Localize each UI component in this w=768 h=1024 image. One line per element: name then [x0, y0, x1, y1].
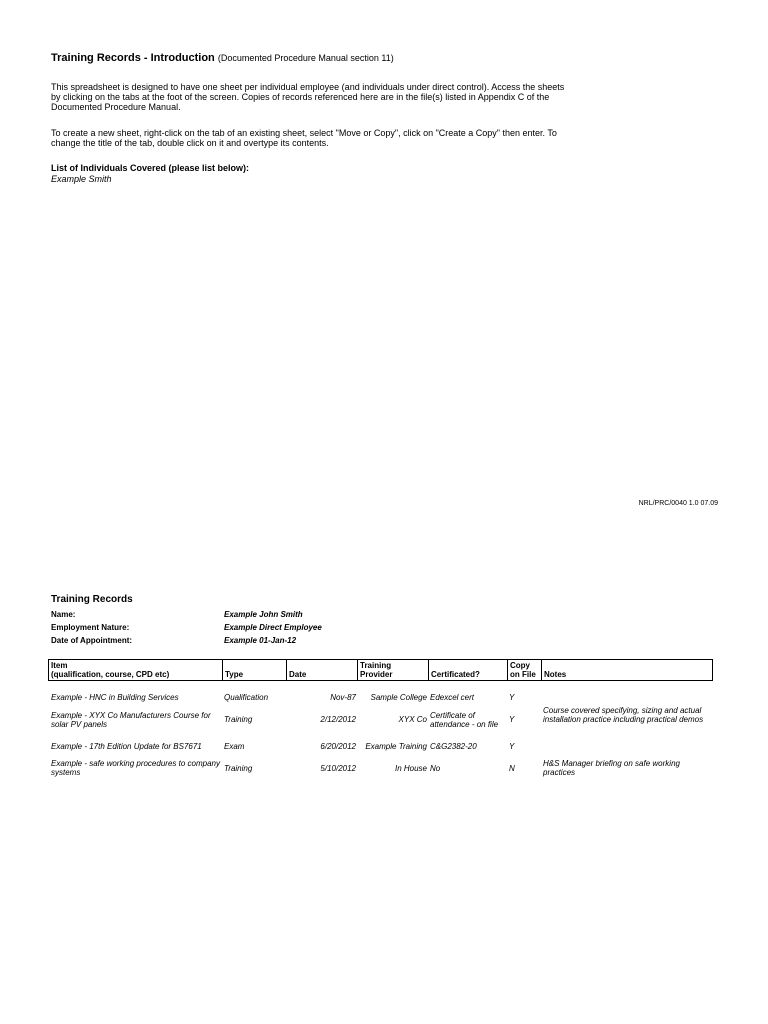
column-header-certificated: Certificated? [429, 660, 508, 680]
individuals-list-heading: List of Individuals Covered (please list below): [51, 163, 250, 173]
intro-paragraph-2: To create a new sheet, right-click on the tab of an existing sheet, select "Move or Copy", click on "Create a Copy" then enter. To change the title of the tab, double click on it and overtype its contents. [51, 128, 557, 148]
appointment-date-label: Date of Appointment: [51, 636, 133, 645]
intro-title-text: Training Records - Introduction [51, 52, 215, 64]
row-3-provider: Example Training [365, 742, 427, 751]
row-4-type: Training [224, 764, 253, 773]
row-2-item: Example - XYX Co Manufacturers Course for solar PV panels [51, 711, 211, 729]
intro-title [51, 52, 394, 64]
intro-subtitle: (Documented Procedure Manual section 11) [217, 53, 394, 63]
name-label: Name: [51, 610, 76, 619]
records-title: Training Records [51, 594, 133, 605]
row-1-copy-on-file: Y [509, 693, 515, 702]
employment-nature-value: Example Direct Employee [224, 623, 322, 632]
row-3-item: Example - 17th Edition Update for BS7671 [51, 742, 202, 751]
row-4-item: Example - safe working procedures to company systems [51, 759, 220, 777]
row-2-certificated: Certificate of attendance - on file [430, 711, 499, 729]
row-1-certificated: Edexcel cert [430, 693, 475, 702]
column-header-item: Item (qualification, course, CPD etc) [49, 660, 223, 680]
column-header-copy-on-file: Copy on File [508, 660, 542, 680]
name-value: Example John Smith [224, 610, 303, 619]
row-3-type: Exam [224, 742, 245, 751]
row-2-date: 2/12/2012 [320, 715, 356, 724]
row-1-provider: Sample College [370, 693, 427, 702]
column-header-type: Type [223, 660, 287, 680]
row-4-date: 5/10/2012 [320, 764, 356, 773]
row-4-notes: H&S Manager briefing on safe working practices [543, 759, 680, 777]
appointment-date-value: Example 01-Jan-12 [224, 636, 297, 645]
row-2-provider: XYX Co [398, 715, 427, 724]
row-3-copy-on-file: Y [509, 742, 515, 751]
row-1-type: Qualification [224, 693, 269, 702]
column-header-date: Date [287, 660, 358, 680]
individuals-list-entry: Example Smith [51, 174, 112, 184]
intro-paragraph-1: This spreadsheet is designed to have one sheet per individual employee (and individuals under direct control). Access the sheets by clicking on the tabs at the foot of the screen. Copies of records referenced here are in the file(s) listed in Appendix C of the Documented Procedure Manual. [51, 82, 565, 112]
row-2-type: Training [224, 715, 253, 724]
document-reference: NRL/PRC/0040 1.0 07.09 [638, 500, 718, 507]
column-header-provider: Training Provider [358, 660, 429, 680]
row-1-date: Nov-87 [330, 693, 356, 702]
row-2-copy-on-file: Y [509, 715, 515, 724]
row-1-item: Example - HNC in Building Services [51, 693, 179, 702]
row-3-date: 6/20/2012 [320, 742, 356, 751]
row-4-copy-on-file: N [509, 764, 515, 773]
row-3-certificated: C&G2382-20 [430, 742, 477, 751]
row-2-notes: Course covered specifying, sizing and actual installation practice including practical demos [543, 706, 704, 724]
employment-nature-label: Employment Nature: [51, 623, 130, 632]
row-4-provider: In House [394, 764, 427, 773]
records-table-header [48, 659, 713, 681]
column-header-notes: Notes [544, 670, 567, 679]
row-4-certificated: No [430, 764, 441, 773]
